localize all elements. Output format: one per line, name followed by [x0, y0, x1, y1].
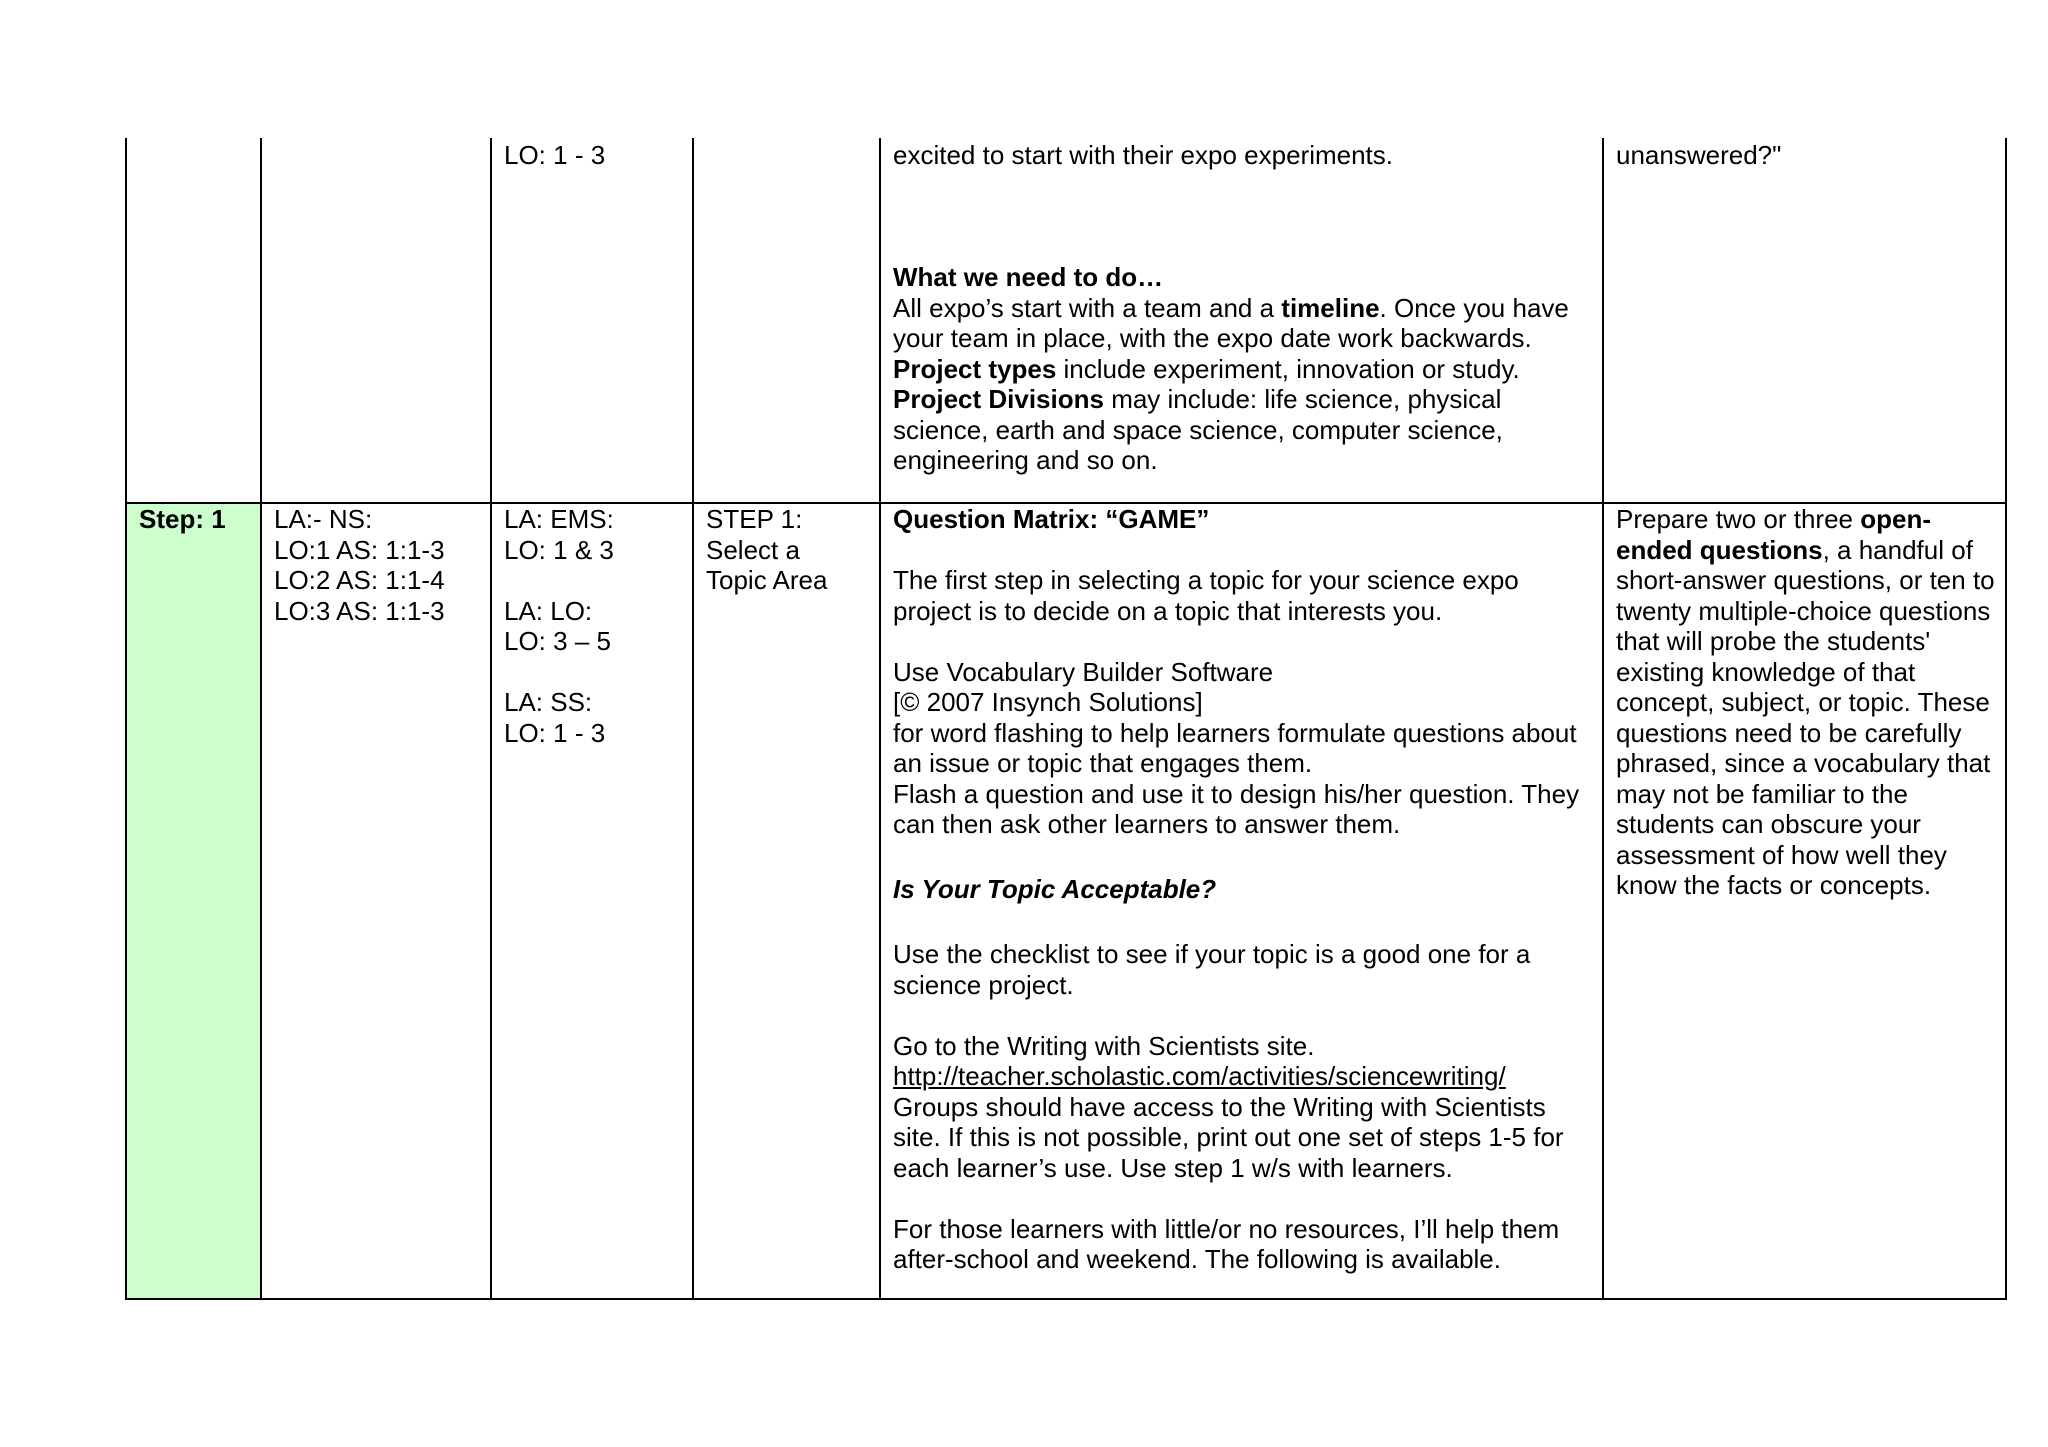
- column-rule: [692, 138, 694, 1300]
- paragraph: All expo’s start with a team and a timeline. Once you have your team in place, with the expo date work backwards.: [893, 292, 1569, 353]
- row1-assessment-cell: unanswered?": [1616, 140, 1782, 170]
- step-label: Step: 1: [139, 504, 226, 534]
- paragraph: Use the checklist to see if your topic is a good one for a science project.: [893, 939, 1531, 1000]
- row2-assessment-cell: Prepare two or three open-ended questions, a handful of short-answer questions, or ten to twenty multiple-choice questions that will probe the students' existing knowledge of that concept, subject, or topic. These questions need to be carefully phrased, since a vocabulary that may not be familiar to the students can obscure your assessment of how well they know the facts or concepts.: [1616, 504, 1995, 900]
- paragraph: The first step in selecting a topic for your science expo project is to decide on a topic that interests you.: [893, 565, 1519, 626]
- row-rule: [125, 1298, 2007, 1300]
- intro-text: excited to start with their expo experiments.: [893, 140, 1394, 170]
- column-rule: [125, 138, 127, 1300]
- row1-activity-cell: [893, 140, 1593, 476]
- column-rule: [879, 138, 881, 1300]
- section-heading: What we need to do…: [893, 262, 1164, 292]
- section-heading: Question Matrix: “GAME”: [893, 504, 1210, 534]
- row2-step-cell: STEP 1: Select a Topic Area: [706, 504, 828, 595]
- lo-group: LA: SS: LO: 1 - 3: [504, 687, 606, 748]
- step-cell-background: [125, 502, 260, 1298]
- paragraph: For those learners with little/or no resources, I’ll help them after-school and weekend. The following is available.: [893, 1213, 1560, 1274]
- column-rule: [2005, 138, 2007, 1300]
- column-rule: [1602, 138, 1604, 1300]
- section-heading: Is Your Topic Acceptable?: [893, 874, 1217, 904]
- scholastic-link[interactable]: http://teacher.scholastic.com/activities/sciencewriting/: [893, 1061, 1506, 1091]
- column-rule: [260, 138, 262, 1300]
- column-rule: [490, 138, 492, 1300]
- lo-group: LA: LO: LO: 3 – 5: [504, 595, 611, 656]
- paragraph: Use Vocabulary Builder Software [© 2007 Insynch Solutions] for word flashing to help learners formulate questions about an issue or topic that engages them. Flash a question and use it to design his/her question. They can then ask other learners to answer them.: [893, 656, 1580, 839]
- row2-activity-cell: [893, 504, 1598, 1275]
- lesson-plan-table: [125, 138, 2007, 1300]
- row2-lo-cell: [504, 504, 684, 748]
- row1-lo-cell: LO: 1 - 3: [504, 140, 606, 170]
- paragraph: Project types include experiment, innovation or study.: [893, 353, 1520, 384]
- row2-outcomes-cell: LA:- NS: LO:1 AS: 1:1-3 LO:2 AS: 1:1-4 LO:3 AS: 1:1-3: [274, 504, 445, 626]
- paragraph: Go to the Writing with Scientists site.: [893, 1030, 1315, 1061]
- paragraph: Project Divisions may include: life science, physical science, earth and space science, computer science, engineering and so on.: [893, 384, 1503, 475]
- paragraph: Groups should have access to the Writing with Scientists site. If this is not possible, print out one set of steps 1-5 for each learner’s use. Use step 1 w/s with learners.: [893, 1091, 1564, 1183]
- lo-group: LA: EMS: LO: 1 & 3: [504, 504, 614, 565]
